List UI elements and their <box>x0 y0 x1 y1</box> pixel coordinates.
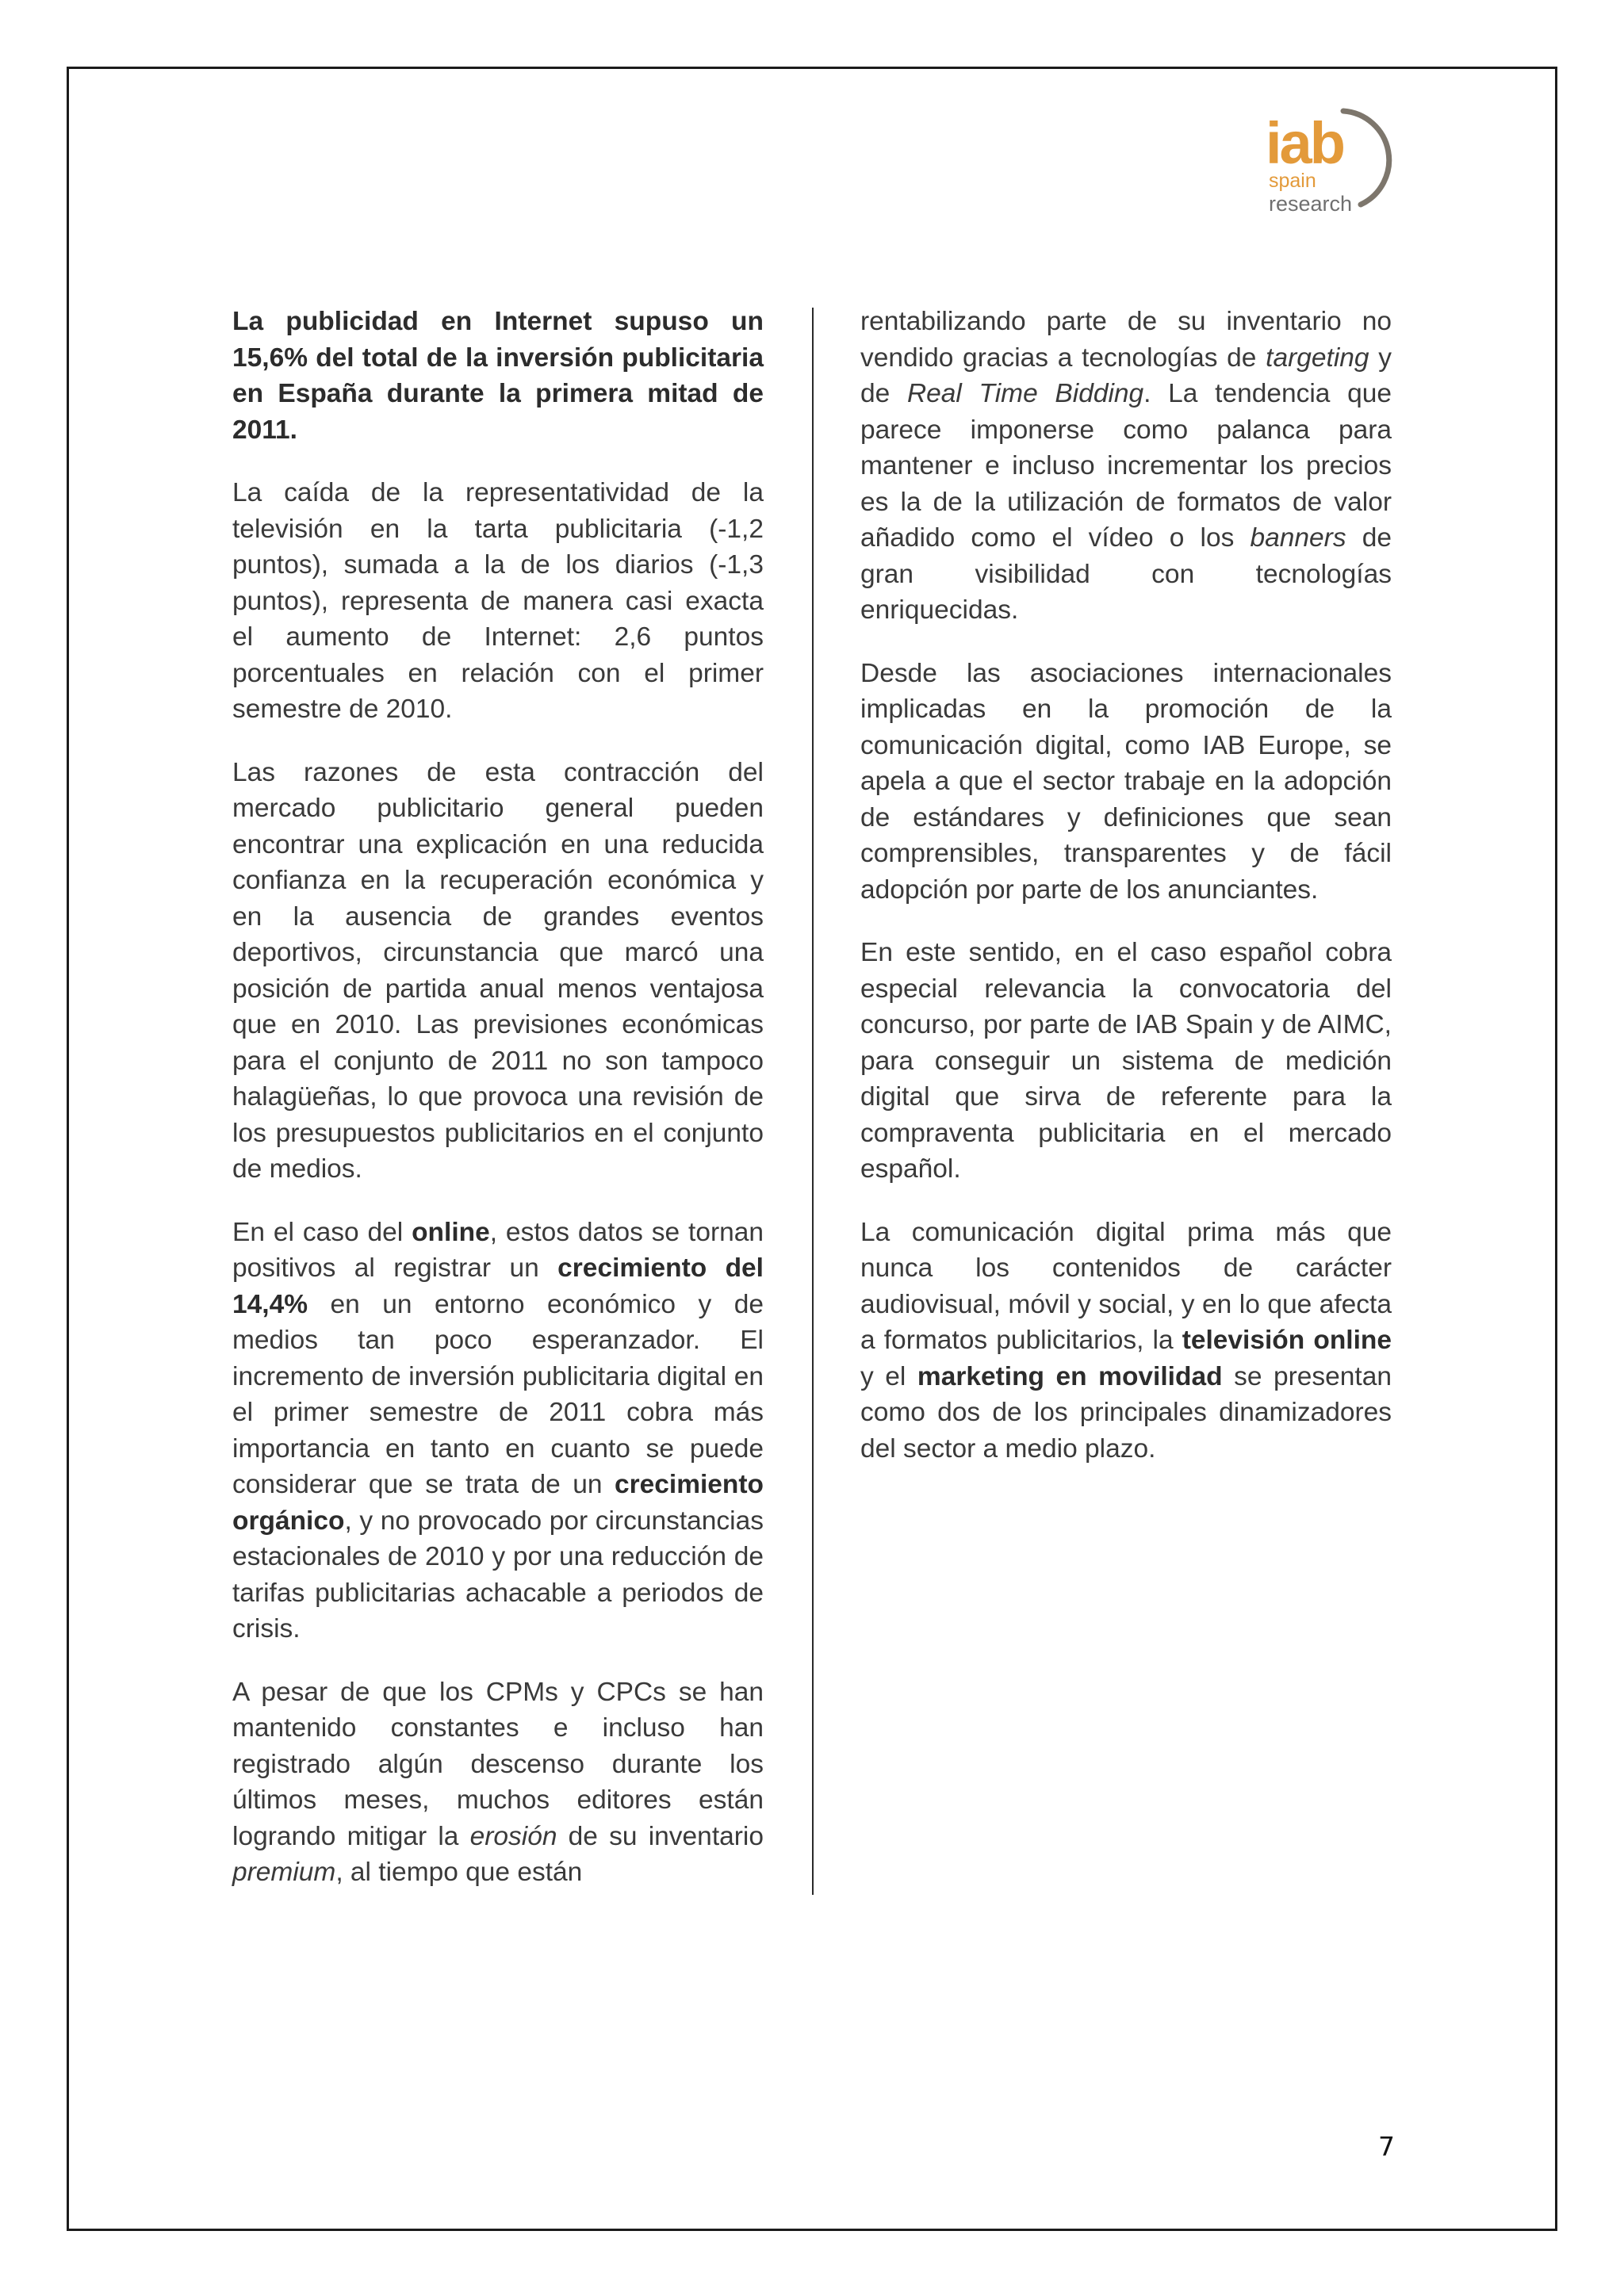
logo-arc <box>1343 111 1389 205</box>
page-number: 7 <box>1378 2131 1395 2162</box>
iab-spain-research-logo <box>1266 103 1392 230</box>
logo-line2: research <box>1269 192 1353 216</box>
paragraph-spanish-case: En este sentido, en el caso español cobra especial relevancia la convocatoria del concurso, por parte de IAB Spain y de AIMC, para conseguir un sistema de medición digital que sirva de referente para la compraventa publicitaria en el mercado español. <box>860 938 1392 1184</box>
right-column <box>860 304 1392 1494</box>
paragraph-tv-decline: La caída de la representatividad de la televisión en la tarta publicitaria (-1,2 puntos), sumada a la de los diarios (-1,3 puntos), representa de manera casi exacta el aumento de Internet: 2,6 puntos porcentuales en relación con el primer semestre de 2010. <box>232 478 764 724</box>
bold-online: online <box>412 1217 490 1247</box>
logo-main-text: iab <box>1266 110 1343 176</box>
bold-growth: crecimiento del 14,4% <box>232 1253 764 1319</box>
paragraph-market-contraction: Las razones de esta contracción del mercado publicitario general pueden encontrar una explicación en una reducida confianza en la recuperación económica y en la ausencia de grandes eventos deportivos, circunstancia que marcó una posición de partida anual menos ventajosa que en 2010. Las previsiones económicas para el conjunto de 2011 no son tampoco halagüeñas, lo que provoca una revisión de los presupuestos publicitarios en el conjunto de medios. <box>232 757 764 1184</box>
paragraph-inventory: rentabilizando parte de su inventario no vendido gracias a tecnologías de targeting y de Real Time Bidding. La tendencia que parece imponerse como palanca para mantener e incluso incrementar los precios es la de la utilización de formatos de valor añadido como el vídeo o los banners de gran visibilidad con tecnologías enriquecidas. <box>860 307 1392 625</box>
bold-organic: crecimiento orgánico <box>232 1470 764 1536</box>
bold-mobile-marketing: marketing en movilidad <box>917 1361 1223 1391</box>
logo-line1: spain <box>1269 170 1316 192</box>
paragraph-digital-trends: La comunicación digital prima más que nunca los contenidos de carácter audiovisual, móvil y social, y en lo que afecta a formatos publicitarios, la televisión online y el marketing en movilidad se presentan como dos de los principales dinamizadores del sector a medio plazo. <box>860 1217 1392 1464</box>
paragraph-cpm-cpc: A pesar de que los CPMs y CPCs se han mantenido constantes e incluso han registrado algún descenso durante los últimos meses, muchos editores están logrando mitigar la erosión de su inventario premium, al tiempo que están <box>232 1677 764 1887</box>
paragraph-associations: Desde las asociaciones internacionales implicadas en la promoción de la comunicación digital, como IAB Europe, se apela a que el sector trabaje en la adopción de estándares y definiciones que sean comprensibles, transparentes y de fácil adopción por parte de los anunciantes. <box>860 658 1392 905</box>
paragraph-online-growth: En el caso del online, estos datos se tornan positivos al registrar un crecimiento del 14,4% en un entorno económico y de medios tan poco esperanzador. El incremento de inversión publicitaria digital en el primer semestre de 2011 cobra más importancia en tanto en cuanto se puede considerar que se trata de un crecimiento orgánico, y no provocado por circunstancias estacionales de 2010 y por una reducción de tarifas publicitarias achacable a periodos de crisis. <box>232 1217 764 1644</box>
left-column <box>232 304 764 1918</box>
lead-paragraph: La publicidad en Internet supuso un 15,6% del total de la inversión publicitaria en España durante la primera mitad de 2011. <box>232 307 764 445</box>
bold-tv-online: televisión online <box>1182 1326 1392 1355</box>
column-divider <box>812 308 814 1895</box>
